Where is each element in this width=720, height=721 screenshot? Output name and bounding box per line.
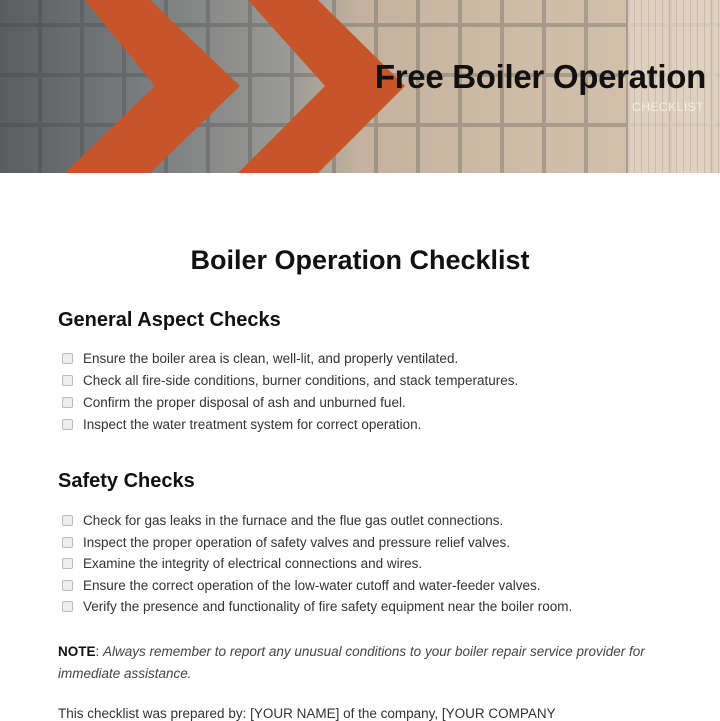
note-paragraph: NOTE: Always remember to report any unusual conditions to your boiler repair service provider for immediate assistance.: [58, 644, 645, 681]
section-heading-general: General Aspect Checks: [58, 309, 281, 331]
checkbox[interactable]: [62, 515, 73, 526]
checklist-item[interactable]: [62, 415, 421, 433]
note-label: NOTE: [58, 644, 96, 659]
item-label: Check all fire-side conditions, burner conditions, and stack temperatures.: [83, 372, 519, 388]
checkbox[interactable]: [62, 397, 73, 408]
document-title: Boiler Operation Checklist: [190, 245, 530, 275]
banner-title: Free Boiler Operation: [374, 58, 706, 95]
checkbox[interactable]: [62, 580, 73, 591]
checkbox[interactable]: [62, 375, 73, 386]
checkbox[interactable]: [62, 537, 73, 548]
banner-subtitle: CHECKLIST: [632, 100, 704, 114]
item-label: Confirm the proper disposal of ash and unburned fuel.: [83, 394, 406, 410]
header-banner: [0, 0, 720, 173]
checklist-item[interactable]: [62, 371, 518, 389]
item-label: Ensure the correct operation of the low-water cutoff and water-feeder valves.: [83, 577, 541, 593]
checklist-item[interactable]: [62, 597, 572, 615]
item-label: Inspect the proper operation of safety valves and pressure relief valves.: [83, 534, 510, 550]
checkbox[interactable]: [62, 353, 73, 364]
item-label: Inspect the water treatment system for correct operation.: [83, 416, 422, 432]
section-heading-safety: Safety Checks: [58, 470, 195, 492]
checkbox[interactable]: [62, 601, 73, 612]
item-label: Examine the integrity of electrical connections and wires.: [83, 555, 423, 571]
checklist-item[interactable]: [62, 533, 510, 551]
checklist-item[interactable]: [62, 349, 458, 367]
checklist-item[interactable]: [62, 393, 406, 411]
checklist-item[interactable]: [62, 554, 422, 572]
item-label: Verify the presence and functionality of fire safety equipment near the boiler room.: [83, 598, 573, 614]
checklist-item[interactable]: [62, 511, 503, 529]
prepared-by-text: This checklist was prepared by: [YOUR NAME] of the company, [YOUR COMPANY: [58, 706, 556, 721]
checkbox[interactable]: [62, 419, 73, 430]
item-label: Check for gas leaks in the furnace and the flue gas outlet connections.: [83, 512, 504, 528]
item-label: Ensure the boiler area is clean, well-lit, and properly ventilated.: [83, 350, 459, 366]
checklist-item[interactable]: [62, 576, 541, 594]
checkbox[interactable]: [62, 558, 73, 569]
note-text: Always remember to report any unusual conditions to your boiler repair service provider for immediate assistance.: [58, 644, 645, 681]
